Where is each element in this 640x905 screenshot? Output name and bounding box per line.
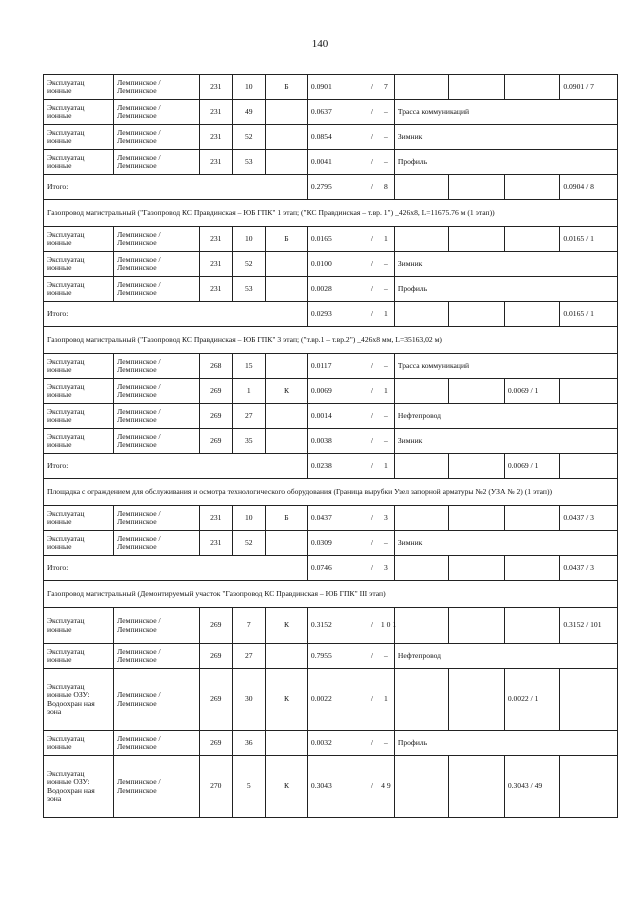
share-denominator: – xyxy=(384,410,388,420)
area-value: 0.0100 xyxy=(310,258,332,268)
col-b-cell xyxy=(504,227,560,252)
note-cell xyxy=(394,175,448,200)
quarter-cell: 231 xyxy=(200,100,232,125)
share-denominator: 3 xyxy=(384,562,388,572)
note-cell xyxy=(394,506,448,531)
area-share-cell xyxy=(307,608,397,644)
section-header-row xyxy=(44,327,618,354)
category-cell: К xyxy=(266,379,308,404)
share-separator: / xyxy=(370,283,373,293)
area-share-cell xyxy=(307,354,394,379)
share-denominator: 1 xyxy=(384,308,388,318)
type-cell: Эксплуатац ионные xyxy=(44,100,114,125)
quarter-cell: 231 xyxy=(200,125,232,150)
parcel-cell: 52 xyxy=(232,125,266,150)
category-cell xyxy=(266,277,308,302)
category-cell xyxy=(266,531,308,556)
area-value: 0.0238 xyxy=(310,460,332,470)
table-row xyxy=(44,227,618,252)
area-share-cell xyxy=(307,454,394,479)
category-cell: Б xyxy=(266,506,308,531)
parcel-cell: 10 xyxy=(232,506,266,531)
type-cell: Эксплуатац ионные ОЗУ: Водоохран ная зона xyxy=(44,756,114,818)
share-separator: / xyxy=(370,258,373,268)
share-denominator: – xyxy=(384,283,388,293)
table-row xyxy=(44,404,618,429)
share-separator: / xyxy=(370,360,373,370)
table-row xyxy=(44,277,618,302)
quarter-cell: 269 xyxy=(200,731,232,756)
share-separator: / xyxy=(370,620,373,630)
share-separator: / xyxy=(370,737,373,747)
parcel-cell: 5 xyxy=(232,756,266,818)
share-separator: / xyxy=(370,131,373,141)
area-value: 0.0854 xyxy=(310,131,332,141)
col-b-cell: 0.0069 / 1 xyxy=(504,454,560,479)
area-share-cell xyxy=(307,277,394,302)
col-c-cell: 0.0904 / 8 xyxy=(560,175,618,200)
share-separator: / xyxy=(370,308,373,318)
area-share-cell xyxy=(307,429,394,454)
category-cell: К xyxy=(266,669,308,731)
owner-cell: Лемпинское / Лемпинское xyxy=(114,756,200,818)
owner-cell: Лемпинское / Лемпинское xyxy=(114,379,200,404)
quarter-cell: 231 xyxy=(200,75,232,100)
section-header-row xyxy=(44,479,618,506)
parcel-cell: 27 xyxy=(232,644,266,669)
land-allocation-table xyxy=(43,74,618,818)
col-a-cell xyxy=(449,556,505,581)
note-cell: Профиль xyxy=(394,277,617,302)
note-cell: Зимник xyxy=(394,531,617,556)
area-share-cell xyxy=(307,731,394,756)
type-cell: Эксплуатац ионные xyxy=(44,125,114,150)
col-c-cell: 0.0165 / 1 xyxy=(560,227,618,252)
category-cell xyxy=(266,125,308,150)
parcel-cell: 30 xyxy=(232,669,266,731)
share-separator: / xyxy=(370,385,373,395)
quarter-cell: 269 xyxy=(200,608,232,644)
col-c-cell: 0.0437 / 3 xyxy=(560,556,618,581)
owner-cell: Лемпинское / Лемпинское xyxy=(114,125,200,150)
area-value: 0.0165 xyxy=(310,233,332,243)
share-separator: / xyxy=(370,781,373,791)
owner-cell: Лемпинское / Лемпинское xyxy=(114,531,200,556)
section-title: Газопровод магистральный ("Газопровод КС Правдинская – ЮБ ГПК" 3 этап; ("т.вр.1 – т.вр.2") _426х8 мм, L=35163,02 м) xyxy=(44,327,618,354)
type-cell: Эксплуатац ионные xyxy=(44,608,114,644)
col-c-cell: 0.0437 / 3 xyxy=(560,506,618,531)
category-cell xyxy=(266,429,308,454)
col-a-cell xyxy=(449,302,505,327)
share-separator: / xyxy=(370,233,373,243)
category-cell: К xyxy=(266,608,308,644)
col-c-cell: 0.0901 / 7 xyxy=(560,75,618,100)
quarter-cell: 270 xyxy=(200,756,232,818)
table-row xyxy=(44,429,618,454)
owner-cell: Лемпинское / Лемпинское xyxy=(114,150,200,175)
col-b-cell xyxy=(504,556,560,581)
quarter-cell: 231 xyxy=(200,506,232,531)
quarter-cell: 231 xyxy=(200,252,232,277)
total-label: Итого: xyxy=(44,556,308,581)
note-cell xyxy=(394,454,448,479)
owner-cell: Лемпинское / Лемпинское xyxy=(114,75,200,100)
table-row xyxy=(44,125,618,150)
note-cell: Нефтепровод xyxy=(394,644,617,669)
area-share-cell xyxy=(307,125,394,150)
parcel-cell: 52 xyxy=(232,531,266,556)
area-share-cell xyxy=(307,506,394,531)
section-header-row xyxy=(44,581,618,608)
parcel-cell: 53 xyxy=(232,150,266,175)
col-c-cell xyxy=(560,669,618,731)
parcel-cell: 10 xyxy=(232,227,266,252)
quarter-cell: 269 xyxy=(200,644,232,669)
owner-cell: Лемпинское / Лемпинское xyxy=(114,277,200,302)
quarter-cell: 269 xyxy=(200,669,232,731)
type-cell: Эксплуатац ионные xyxy=(44,277,114,302)
category-cell xyxy=(266,404,308,429)
col-b-cell: 0.3043 / 49 xyxy=(504,756,560,818)
category-cell xyxy=(266,252,308,277)
col-a-cell xyxy=(449,227,505,252)
col-b-cell: 0.0022 / 1 xyxy=(504,669,560,731)
share-denominator: – xyxy=(384,537,388,547)
col-c-cell: 0.3152 / 101 xyxy=(560,608,618,644)
col-a-cell xyxy=(449,454,505,479)
table-row xyxy=(44,506,618,531)
quarter-cell: 269 xyxy=(200,429,232,454)
type-cell: Эксплуатац ионные xyxy=(44,429,114,454)
table-row xyxy=(44,731,618,756)
share-separator: / xyxy=(370,460,373,470)
col-b-cell xyxy=(504,608,560,644)
parcel-cell: 1 xyxy=(232,379,266,404)
area-share-cell xyxy=(307,531,394,556)
area-value: 0.0041 xyxy=(310,156,332,166)
quarter-cell: 268 xyxy=(200,354,232,379)
owner-cell: Лемпинское / Лемпинское xyxy=(114,404,200,429)
area-value: 0.0032 xyxy=(310,737,332,747)
table-row xyxy=(44,756,618,818)
area-value: 0.0038 xyxy=(310,435,332,445)
quarter-cell: 231 xyxy=(200,277,232,302)
share-separator: / xyxy=(370,181,373,191)
table-row xyxy=(44,379,618,404)
area-share-cell xyxy=(307,644,394,669)
owner-cell: Лемпинское / Лемпинское xyxy=(114,608,200,644)
col-a-cell xyxy=(449,506,505,531)
col-a-cell xyxy=(449,379,505,404)
share-denominator: – xyxy=(384,258,388,268)
parcel-cell: 10 xyxy=(232,75,266,100)
share-separator: / xyxy=(370,410,373,420)
section-header-row xyxy=(44,200,618,227)
total-row xyxy=(44,302,618,327)
col-a-cell xyxy=(449,75,505,100)
share-denominator: – xyxy=(384,737,388,747)
total-row xyxy=(44,175,618,200)
col-b-cell xyxy=(504,302,560,327)
type-cell: Эксплуатац ионные xyxy=(44,227,114,252)
table-row xyxy=(44,100,618,125)
table-row xyxy=(44,531,618,556)
type-cell: Эксплуатац ионные xyxy=(44,644,114,669)
note-cell: Трасса коммуникаций xyxy=(394,100,617,125)
category-cell xyxy=(266,731,308,756)
area-value: 0.7955 xyxy=(310,650,332,660)
owner-cell: Лемпинское / Лемпинское xyxy=(114,644,200,669)
area-share-cell xyxy=(307,669,394,731)
area-share-cell xyxy=(307,75,394,100)
note-cell: Профиль xyxy=(394,150,617,175)
col-b-cell xyxy=(504,175,560,200)
total-row xyxy=(44,556,618,581)
quarter-cell: 269 xyxy=(200,404,232,429)
owner-cell: Лемпинское / Лемпинское xyxy=(114,227,200,252)
table-row xyxy=(44,75,618,100)
share-separator: / xyxy=(370,694,373,704)
area-value: 0.0309 xyxy=(310,537,332,547)
area-value: 0.0637 xyxy=(310,106,332,116)
type-cell: Эксплуатац ионные xyxy=(44,404,114,429)
share-denominator: – xyxy=(384,435,388,445)
area-share-cell xyxy=(307,404,394,429)
quarter-cell: 231 xyxy=(200,150,232,175)
note-cell: Зимник xyxy=(394,429,617,454)
col-c-cell: 0.0165 / 1 xyxy=(560,302,618,327)
type-cell: Эксплуатац ионные xyxy=(44,506,114,531)
share-denominator: – xyxy=(384,360,388,370)
share-separator: / xyxy=(370,435,373,445)
col-c-cell xyxy=(560,756,618,818)
share-denominator: 4 9 xyxy=(381,781,391,791)
parcel-cell: 27 xyxy=(232,404,266,429)
type-cell: Эксплуатац ионные xyxy=(44,252,114,277)
quarter-cell: 231 xyxy=(200,227,232,252)
share-denominator: 1 xyxy=(384,233,388,243)
note-cell xyxy=(394,669,448,731)
area-share-cell xyxy=(307,556,394,581)
share-denominator: – xyxy=(384,106,388,116)
share-denominator: 1 xyxy=(384,385,388,395)
parcel-cell: 15 xyxy=(232,354,266,379)
total-row xyxy=(44,454,618,479)
col-b-cell xyxy=(504,75,560,100)
share-separator: / xyxy=(370,156,373,166)
share-denominator: – xyxy=(384,156,388,166)
type-cell: Эксплуатац ионные xyxy=(44,354,114,379)
share-denominator: 1 xyxy=(384,694,388,704)
share-denominator: 1 0 1 xyxy=(380,620,397,630)
area-share-cell xyxy=(307,227,394,252)
category-cell xyxy=(266,150,308,175)
table-row xyxy=(44,252,618,277)
table-row xyxy=(44,644,618,669)
quarter-cell: 269 xyxy=(200,379,232,404)
note-cell xyxy=(394,75,448,100)
share-denominator: – xyxy=(384,131,388,141)
parcel-cell: 36 xyxy=(232,731,266,756)
col-a-cell xyxy=(449,669,505,731)
share-separator: / xyxy=(370,81,373,91)
area-value: 0.0014 xyxy=(310,410,332,420)
owner-cell: Лемпинское / Лемпинское xyxy=(114,354,200,379)
section-title: Площадка с ограждением для обслуживания и осмотра технологического оборудования (Граница вырубки Узел запорной арматуры №2 (УЗА № 2) (1 этап)) xyxy=(44,479,618,506)
section-title: Газопровод магистральный ("Газопровод КС Правдинская – ЮБ ГПК" 1 этап; ("КС Правдинская – т.вр. 1") _426х8, L=11675.76 м (1 этап)) xyxy=(44,200,618,227)
share-separator: / xyxy=(370,512,373,522)
quarter-cell: 231 xyxy=(200,531,232,556)
share-separator: / xyxy=(370,650,373,660)
area-value: 0.0117 xyxy=(310,360,332,370)
owner-cell: Лемпинское / Лемпинское xyxy=(114,429,200,454)
parcel-cell: 35 xyxy=(232,429,266,454)
area-share-cell xyxy=(307,100,394,125)
area-share-cell xyxy=(307,379,394,404)
note-cell: Нефтепровод xyxy=(394,404,617,429)
share-denominator: – xyxy=(384,650,388,660)
share-separator: / xyxy=(370,537,373,547)
category-cell: К xyxy=(266,756,308,818)
page-number: 140 xyxy=(311,38,329,50)
col-c-cell xyxy=(560,454,618,479)
owner-cell: Лемпинское / Лемпинское xyxy=(114,731,200,756)
share-denominator: 1 xyxy=(384,460,388,470)
table-row xyxy=(44,150,618,175)
category-cell: Б xyxy=(266,75,308,100)
area-value: 0.0437 xyxy=(310,512,332,522)
note-cell xyxy=(394,608,448,644)
note-cell: Зимник xyxy=(394,125,617,150)
share-separator: / xyxy=(370,562,373,572)
note-cell xyxy=(394,227,448,252)
area-value: 0.0028 xyxy=(310,283,332,293)
type-cell: Эксплуатац ионные xyxy=(44,531,114,556)
parcel-cell: 49 xyxy=(232,100,266,125)
note-cell xyxy=(394,379,448,404)
total-label: Итого: xyxy=(44,175,308,200)
share-separator: / xyxy=(370,106,373,116)
share-denominator: 3 xyxy=(384,512,388,522)
owner-cell: Лемпинское / Лемпинское xyxy=(114,100,200,125)
area-share-cell xyxy=(307,252,394,277)
category-cell xyxy=(266,644,308,669)
note-cell xyxy=(394,556,448,581)
type-cell: Эксплуатац ионные xyxy=(44,150,114,175)
parcel-cell: 52 xyxy=(232,252,266,277)
section-title: Газопровод магистральный (Демонтируемый участок "Газопровод КС Правдинская – ЮБ ГПК" III этап) xyxy=(44,581,618,608)
total-label: Итого: xyxy=(44,454,308,479)
share-denominator: 7 xyxy=(384,81,388,91)
note-cell xyxy=(394,756,448,818)
area-value: 0.0293 xyxy=(310,308,332,318)
col-b-cell: 0.0069 / 1 xyxy=(504,379,560,404)
area-value: 0.3043 xyxy=(310,781,332,791)
note-cell: Трасса коммуникаций xyxy=(394,354,617,379)
table-row xyxy=(44,608,618,644)
parcel-cell: 53 xyxy=(232,277,266,302)
area-value: 0.3152 xyxy=(310,620,332,630)
type-cell: Эксплуатац ионные xyxy=(44,75,114,100)
note-cell: Профиль xyxy=(394,731,617,756)
area-share-cell xyxy=(307,150,394,175)
col-a-cell xyxy=(449,175,505,200)
area-value: 0.0069 xyxy=(310,385,332,395)
category-cell xyxy=(266,354,308,379)
category-cell xyxy=(266,100,308,125)
col-b-cell xyxy=(504,506,560,531)
table-row xyxy=(44,669,618,731)
type-cell: Эксплуатац ионные ОЗУ: Водоохран ная зона xyxy=(44,669,114,731)
owner-cell: Лемпинское / Лемпинское xyxy=(114,252,200,277)
col-a-cell xyxy=(449,756,505,818)
col-c-cell xyxy=(560,379,618,404)
note-cell: Зимник xyxy=(394,252,617,277)
parcel-cell: 7 xyxy=(232,608,266,644)
area-value: 0.0022 xyxy=(310,694,332,704)
area-value: 0.0901 xyxy=(310,81,332,91)
area-value: 0.0746 xyxy=(310,562,332,572)
share-denominator: 8 xyxy=(384,181,388,191)
area-share-cell xyxy=(307,175,394,200)
category-cell: Б xyxy=(266,227,308,252)
owner-cell: Лемпинское / Лемпинское xyxy=(114,506,200,531)
type-cell: Эксплуатац ионные xyxy=(44,731,114,756)
area-share-cell xyxy=(307,302,394,327)
table-row xyxy=(44,354,618,379)
owner-cell: Лемпинское / Лемпинское xyxy=(114,669,200,731)
area-value: 0.2795 xyxy=(310,181,332,191)
type-cell: Эксплуатац ионные xyxy=(44,379,114,404)
total-label: Итого: xyxy=(44,302,308,327)
col-a-cell xyxy=(449,608,505,644)
note-cell xyxy=(394,302,448,327)
area-share-cell xyxy=(307,756,394,818)
